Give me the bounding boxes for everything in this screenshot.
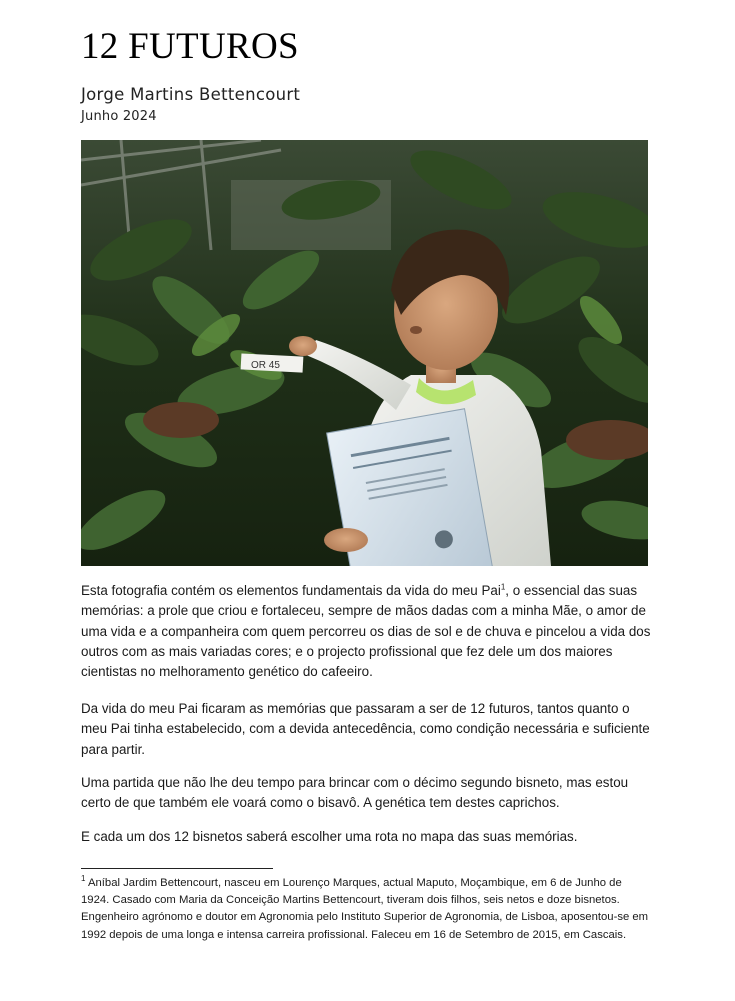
paragraph-text: Da vida do meu Pai ficaram as memórias que passaram a ser de 12 futuros, tantos quanto o meu Pai tinha estabelecido, com a devida antecedência, como condição necessária e suficiente para partir. xyxy=(81,701,650,757)
author-name: Jorge Martins Bettencourt xyxy=(81,85,301,104)
footnote-divider xyxy=(81,868,273,869)
paragraph-departure xyxy=(81,773,651,814)
paragraph-text: , o essencial das suas memórias: a prole que criou e fortaleceu, sempre de mãos dadas com a minha Mãe, o amor de uma vida e a companheira com quem percorreu os dias de sol e de chuva e pincelou a vida dos outros com as mais variadas cores; e o projecto profissional que fez dele um dos maiores cientistas no melhoramento genético do cafeeiro. xyxy=(81,583,651,680)
footnote xyxy=(81,875,651,944)
paragraph-great-grandchildren xyxy=(81,827,651,847)
paragraph-memories xyxy=(81,699,651,760)
plant-tag-text: OR 45 xyxy=(251,360,280,371)
photo-boy-with-coffee-plant xyxy=(81,140,648,566)
paragraph-photo-description xyxy=(81,581,651,682)
paragraph-text: E cada um dos 12 bisnetos saberá escolher uma rota no mapa das suas memórias. xyxy=(81,829,578,844)
publication-date: Junho 2024 xyxy=(81,109,157,124)
footnote-marker: 1 xyxy=(81,874,86,884)
paragraph-text: Esta fotografia contém os elementos fundamentais da vida do meu Pai xyxy=(81,583,501,598)
footnote-text: Aníbal Jardim Bettencourt, nasceu em Lourenço Marques, actual Maputo, Moçambique, em 6 de Junho de 1924. Casado com Maria da Conceição Martins Bettencourt, tiveram dois filhos, seis netos e doze bisnetos. Engenheiro agrónomo e doutor em Agronomia pelo Instituto Superior de Agronomia, de Lisboa, aposentou-se em 1992 depois de uma longa e intensa carreira profissional. Faleceu em 16 de Setembro de 2015, em Cascais. xyxy=(81,877,649,941)
document-title: 12 FUTUROS xyxy=(81,26,299,67)
paragraph-text: Uma partida que não lhe deu tempo para brincar com o décimo segundo bisneto, mas estou certo de que também ele voará como o bisavô. A genética tem destes caprichos. xyxy=(81,775,629,811)
footnote-reference[interactable]: 1 xyxy=(500,582,506,592)
